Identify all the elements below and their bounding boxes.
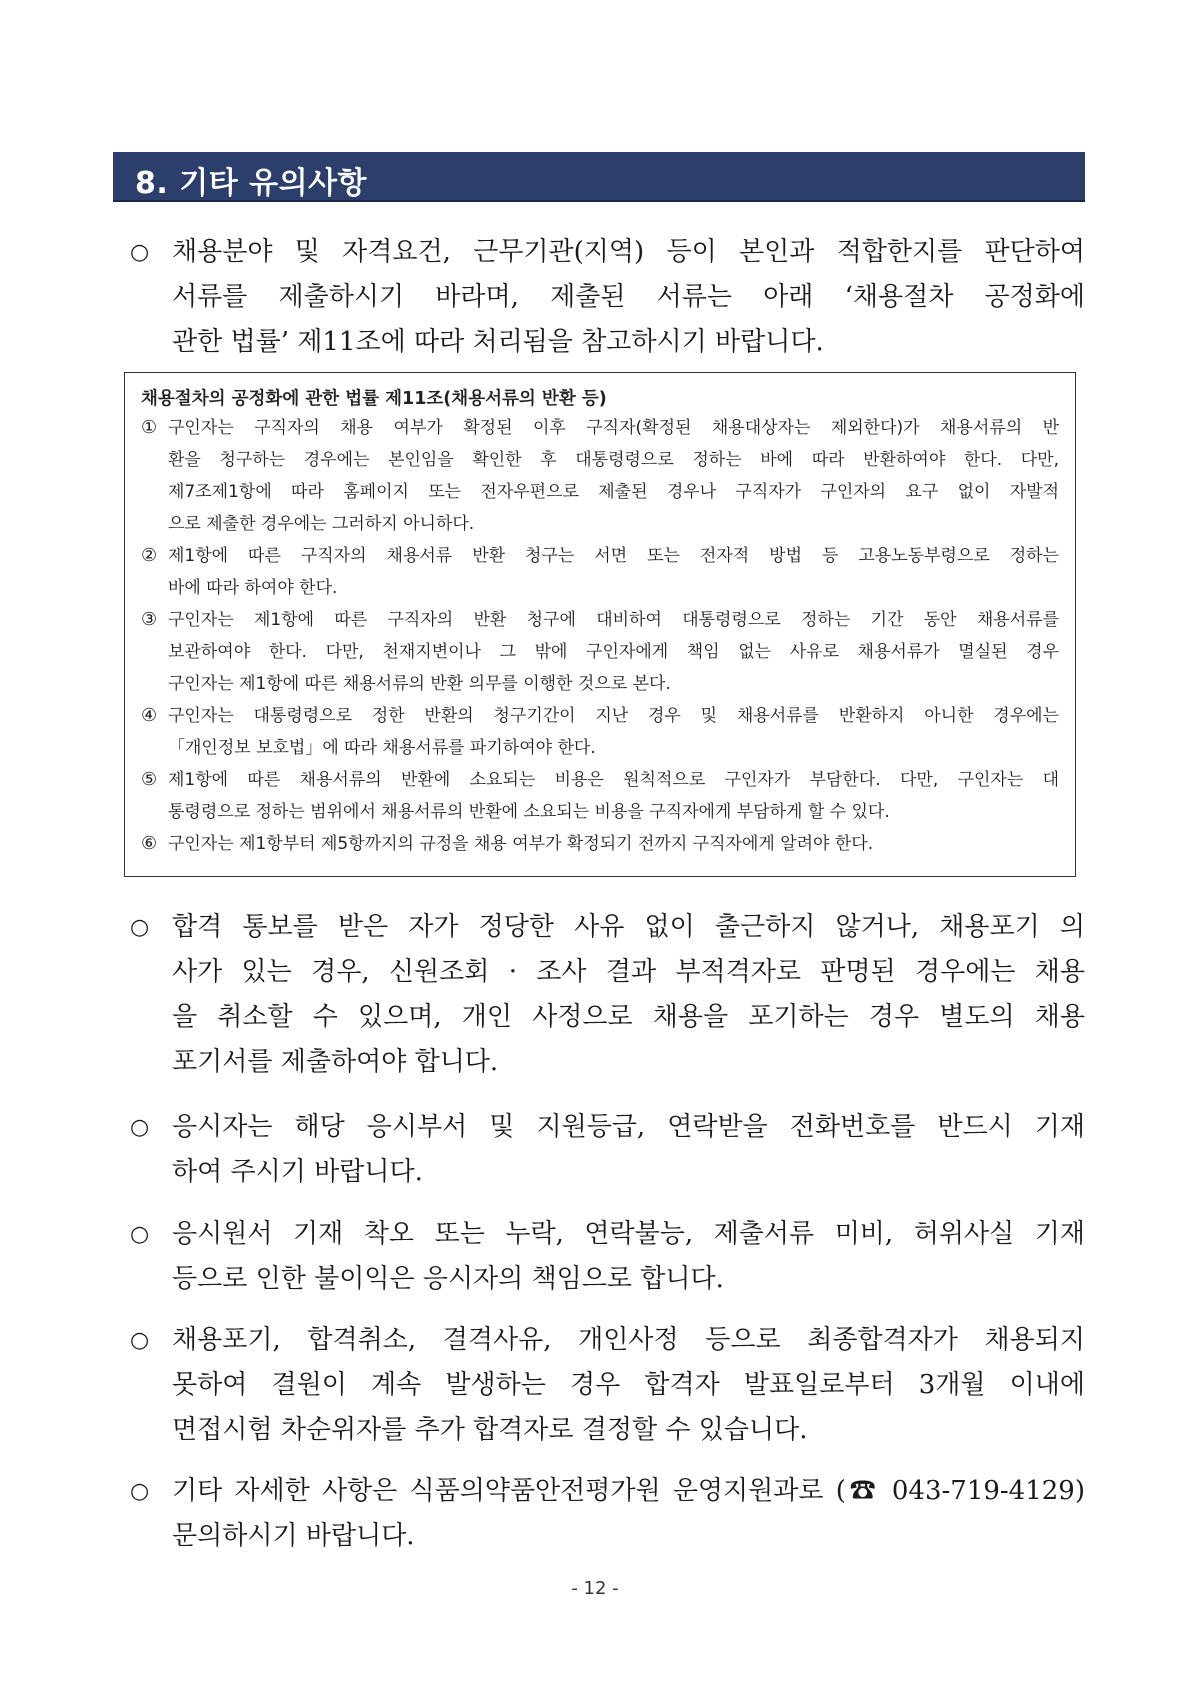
law-line: 구인자는 구직자의 채용 여부가 확정된 이후 구직자(확정된 채용대상자는 제외한다)가 채용서류의 반 <box>168 418 1059 438</box>
item-number: ④ <box>141 705 158 726</box>
item-number: ⑤ <box>141 769 158 790</box>
bullet-circle-icon: ○ <box>130 240 150 265</box>
line-text: 서류를 제출하시기 바라며, 제출된 서류는 아래 ‘채용절차 공정화에 <box>172 282 1085 312</box>
line-text: 응시자는 해당 응시부서 및 지원등급, 연락받을 전화번호를 반드시 기재 <box>172 1112 1085 1142</box>
note-paragraph-3 <box>130 1212 1085 1302</box>
line-text: 채용포기, 합격취소, 결격사유, 개인사정 등으로 최종합격자가 채용되지 <box>172 1325 1085 1355</box>
law-line: 제7조제1항에 따라 홈페이지 또는 전자우편으로 제출된 경우나 구직자가 구인자의 요구 없이 자발적 <box>168 482 1059 502</box>
bullet-circle-icon: ○ <box>130 1328 150 1353</box>
law-line: 환을 청구하는 경우에는 본인임을 확인한 후 대통령령으로 정하는 바에 따라 반환하여야 한다. 다만, <box>168 450 1059 470</box>
bullet-circle-icon: ○ <box>130 915 150 940</box>
section-header <box>113 152 1085 202</box>
paragraph-line <box>130 275 1085 320</box>
item-number: ② <box>141 545 158 566</box>
law-item-4 <box>141 700 1059 764</box>
line-text: 응시원서 기재 착오 또는 누락, 연락불능, 제출서류 미비, 허위사실 기재 <box>172 1219 1085 1249</box>
law-title: 채용절차의 공정화에 관한 법률 제11조(채용서류의 반환 등) <box>141 389 607 409</box>
line-text: 채용분야 및 자격요건, 근무기관(지역) 등이 본인과 적합한지를 판단하여 <box>172 237 1085 267</box>
line-text: 을 취소할 수 있으며, 개인 사정으로 채용을 포기하는 경우 별도의 채용 <box>172 1002 1085 1032</box>
law-line: 구인자는 대통령령으로 정한 반환의 청구기간이 지난 경우 및 채용서류를 반환하지 아니한 경우에는 <box>168 706 1059 726</box>
item-number: ③ <box>141 609 158 630</box>
paragraph-line <box>130 1150 1085 1195</box>
line-text: 문의하시기 바랍니다. <box>172 1521 415 1551</box>
law-item-3 <box>141 604 1059 700</box>
paragraph-line <box>130 230 1085 275</box>
note-paragraph-4 <box>130 1318 1085 1453</box>
intro-paragraph <box>130 230 1085 365</box>
paragraph-line <box>130 995 1085 1040</box>
line-text: 못하여 결원이 계속 발생하는 경우 합격자 발표일로부터 3개월 이내에 <box>172 1370 1085 1400</box>
paragraph-line <box>130 1257 1085 1302</box>
law-line: 구인자는 제1항부터 제5항까지의 규정을 채용 여부가 확정되기 전까지 구직자에게 알려야 한다. <box>168 834 874 854</box>
note-paragraph-5 <box>130 1469 1085 1559</box>
law-line: 구인자는 제1항에 따른 구직자의 반환 청구에 대비하여 대통령령으로 정하는 기간 동안 채용서류를 <box>168 610 1059 630</box>
section-title: 8. 기타 유의사항 <box>135 166 368 201</box>
law-item-1 <box>141 412 1059 540</box>
law-line: 제1항에 따른 구직자의 채용서류 반환 청구는 서면 또는 전자적 방법 등 고용노동부령으로 정하는 <box>168 546 1059 566</box>
paragraph-line <box>130 1105 1085 1150</box>
item-number: ⑥ <box>141 833 158 854</box>
law-item-5 <box>141 764 1059 828</box>
bullet-circle-icon: ○ <box>130 1115 150 1140</box>
line-text: 기타 자세한 사항은 식품의약품안전평가원 운영지원과로 (☎ 043-719-4129) <box>172 1476 1085 1506</box>
note-paragraph-1 <box>130 905 1085 1085</box>
paragraph-line <box>130 1363 1085 1408</box>
law-line: 통령령으로 정하는 범위에서 채용서류의 반환에 소요되는 비용을 구직자에게 부담하게 할 수 있다. <box>168 802 890 822</box>
line-text: 면접시험 차순위자를 추가 합격자로 결정할 수 있습니다. <box>172 1415 808 1445</box>
law-line: 제1항에 따른 채용서류의 반환에 소요되는 비용은 원칙적으로 구인자가 부담한다. 다만, 구인자는 대 <box>168 770 1059 790</box>
line-text: 사가 있는 경우, 신원조회 · 조사 결과 부적격자로 판명된 경우에는 채용 <box>172 957 1085 987</box>
line-text: 등으로 인한 불이익은 응시자의 책임으로 합니다. <box>172 1264 724 1294</box>
paragraph-line <box>130 1318 1085 1363</box>
paragraph-line <box>130 1408 1085 1453</box>
paragraph-line <box>130 905 1085 950</box>
paragraph-line <box>130 1212 1085 1257</box>
law-line: 으로 제출한 경우에는 그러하지 아니하다. <box>168 514 475 534</box>
page-number: - 12 - <box>571 1578 619 1599</box>
line-text: 포기서를 제출하여야 합니다. <box>172 1047 499 1077</box>
law-item-2 <box>141 540 1059 604</box>
paragraph-line <box>130 1469 1085 1514</box>
law-line: 「개인정보 보호법」에 따라 채용서류를 파기하여야 한다. <box>168 738 596 758</box>
line-text: 관한 법률’ 제11조에 따라 처리됨을 참고하시기 바랍니다. <box>172 327 824 357</box>
paragraph-line <box>130 1514 1085 1559</box>
law-line: 바에 따라 하여야 한다. <box>168 578 338 598</box>
line-text: 합격 통보를 받은 자가 정당한 사유 없이 출근하지 않거나, 채용포기 의 <box>172 912 1085 942</box>
law-line: 구인자는 제1항에 따른 채용서류의 반환 의무를 이행한 것으로 본다. <box>168 674 671 694</box>
law-item-6 <box>141 828 1059 860</box>
paragraph-line <box>130 950 1085 995</box>
note-paragraph-2 <box>130 1105 1085 1195</box>
law-line: 보관하여야 한다. 다만, 천재지변이나 그 밖에 구인자에게 책임 없는 사유로 채용서류가 멸실된 경우 <box>168 642 1059 662</box>
bullet-circle-icon: ○ <box>130 1479 150 1504</box>
paragraph-line <box>130 320 1085 365</box>
item-number: ① <box>141 417 158 438</box>
law-excerpt-box <box>124 372 1076 877</box>
bullet-circle-icon: ○ <box>130 1222 150 1247</box>
line-text: 하여 주시기 바랍니다. <box>172 1157 423 1187</box>
paragraph-line <box>130 1040 1085 1085</box>
